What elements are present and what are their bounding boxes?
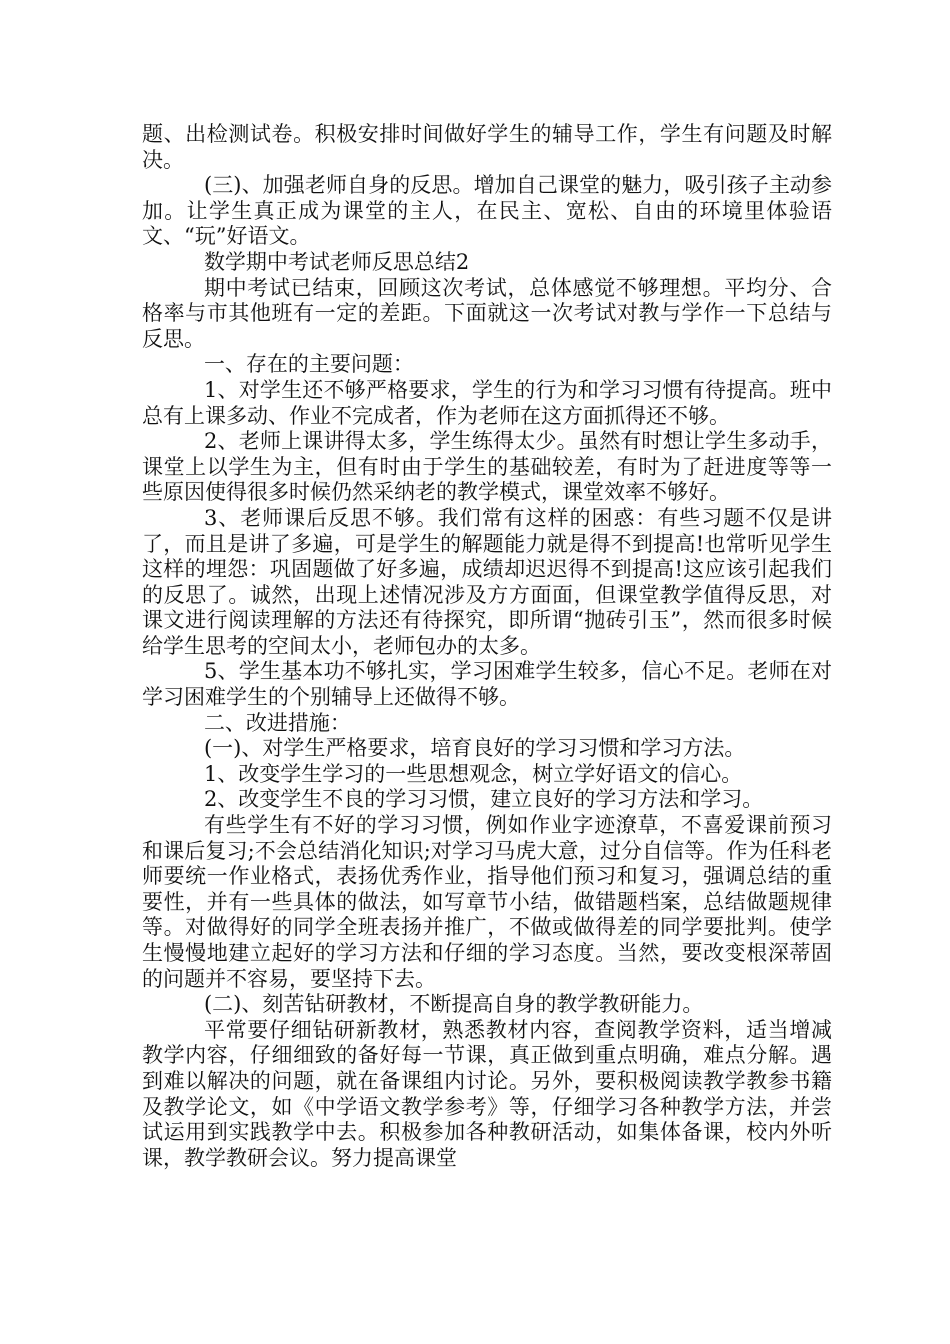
measure-1-detail: 有些学生有不好的学习习惯，例如作业字迹潦草，不喜爱课前预习和课后复习;不会总结消化知识;对学习马虎大意，过分自信等。作为任科老师要统一作业格式，表扬优秀作业，指导他们预习和复习，强调总结的重要性，并有一些具体的做法，如写章节小结，做错题档案，总结做题规律等。对做得好的同学全班表扬并推广，不做或做得差的同学要批判。使学生慢慢地建立起好的学习方法和仔细的学习态度。当然，要改变根深蒂固的问题并不容易，要坚持下去。: [142, 813, 832, 991]
paragraph-2: (三)、加强老师自身的反思。增加自己课堂的魅力，吸引孩子主动参加。让学生真正成为课堂的主人，在民主、宽松、自由的环境里体验语文、“玩”好语文。: [142, 173, 832, 249]
problem-3: 3、老师课后反思不够。我们常有这样的困惑：有些习题不仅是讲了，而且是讲了多遍，可是学生的解题能力就是得不到提高!也常听见学生这样的埋怨：巩固题做了好多遍，成绩却迟迟得不到提高!这应该引起我们的反思了。诚然，出现上述情况涉及方方面面，但课堂教学值得反思，对课文进行阅读理解的方法还有待探究，即所谓“抛砖引玉”，然而很多时候给学生思考的空间太小，老师包办的太多。: [142, 505, 832, 658]
problem-2: 2、老师上课讲得太多，学生练得太少。虽然有时想让学生多动手，课堂上以学生为主，但有时由于学生的基础较差，有时为了赶进度等等一些原因使得很多时候仍然采纳老的教学模式，课堂效率不够好。: [142, 429, 832, 505]
problem-5: 5、学生基本功不够扎实，学习困难学生较多，信心不足。老师在对学习困难学生的个别辅导上还做得不够。: [142, 659, 832, 710]
problem-1: 1、对学生还不够严格要求，学生的行为和学习习惯有待提高。班中总有上课多动、作业不完成者，作为老师在这方面抓得还不够。: [142, 377, 832, 428]
heading-problems: 一、存在的主要问题：: [203, 352, 414, 377]
heading-measures: 二、改进措施：: [203, 710, 351, 735]
measure-2-title: (二)、刻苦钻研教材，不断提高自身的教学教研能力。: [203, 992, 704, 1017]
measure-2-detail: 平常要仔细钻研新教材，熟悉教材内容，查阅教学资料，适当增减教学内容，仔细细致的备好每一节课，真正做到重点明确，难点分解。遇到难以解决的问题，就在备课组内讨论。另外，要积极阅读教学教参书籍及教学论文，如《中学语文教学参考》等，仔细学习各种教学方法，并尝试运用到实践教学中去。积极参加各种教研活动，如集体备课，校内外听课，教学教研会议。努力提高课堂: [142, 1017, 832, 1170]
document-page: [142, 122, 832, 1171]
measure-1-item-1: 1、改变学生学习的一些思想观念，树立学好语文的信心。: [203, 761, 743, 786]
paragraph-1: 题、出检测试卷。积极安排时间做好学生的辅导工作，学生有问题及时解决。: [142, 122, 832, 172]
paragraph-intro: 期中考试已结束，回顾这次考试，总体感觉不够理想。平均分、合格率与市其他班有一定的差距。下面就这一次考试对教与学作一下总结与反思。: [142, 275, 832, 351]
measure-1-title: (一)、对学生严格要求，培育良好的学习习惯和学习方法。: [203, 736, 746, 761]
section-title: 数学期中考试老师反思总结2: [203, 249, 470, 274]
measure-1-item-2: 2、改变学生不良的学习习惯，建立良好的学习方法和学习。: [203, 787, 764, 812]
